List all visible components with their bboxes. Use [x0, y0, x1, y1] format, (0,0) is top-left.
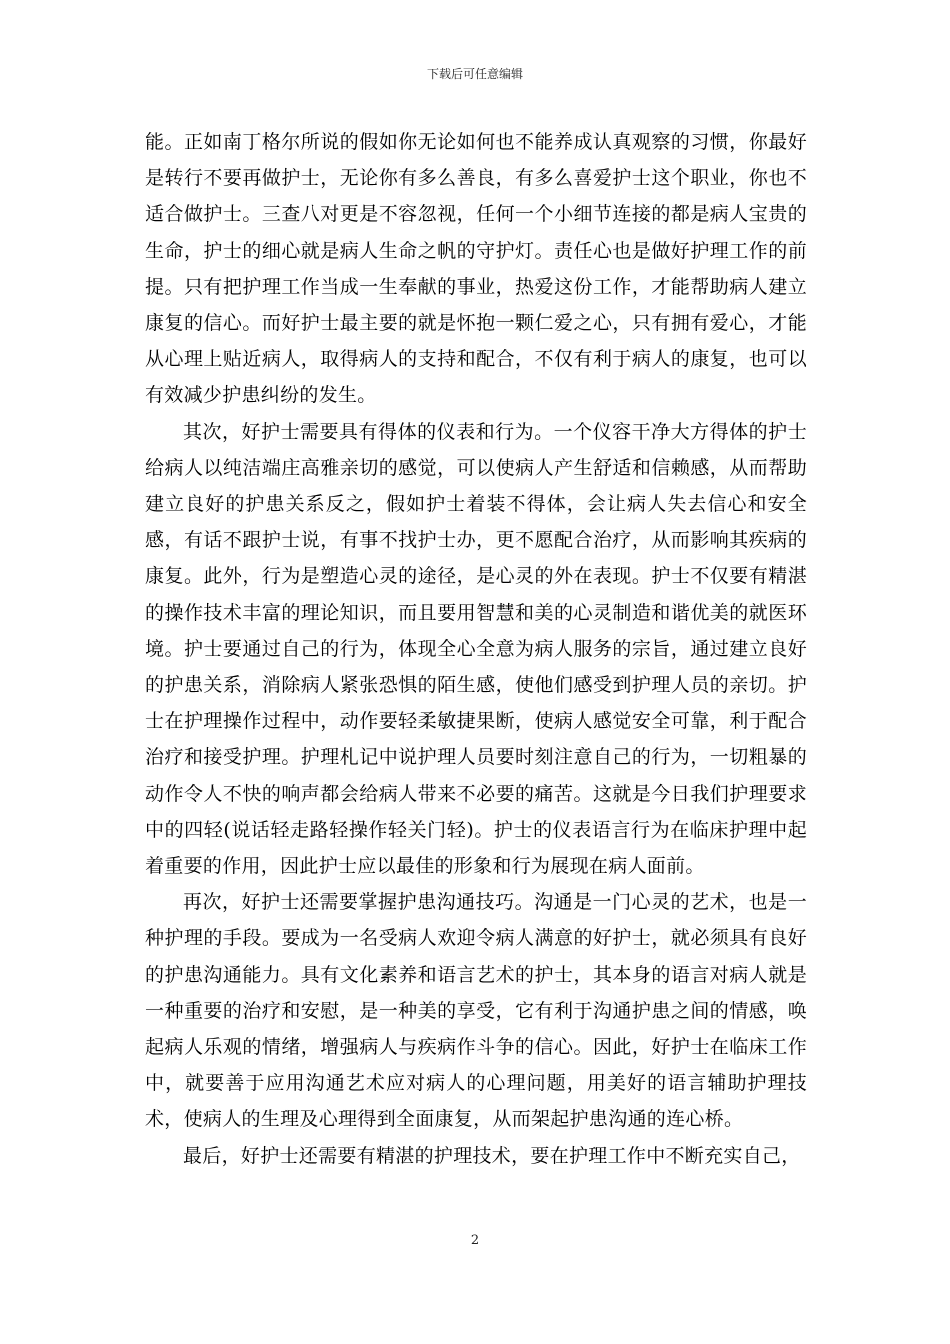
page-number: 2	[470, 1233, 480, 1248]
paragraph-1: 能。正如南丁格尔所说的假如你无论如何也不能养成认真观察的习惯，你最好是转行不要再做护士，无论你有多么善良，有多么喜爱护士这个职业，你也不适合做护士。三查八对更是不容忽视，任何一个小细节连接的都是病人宝贵的生命，护士的细心就是病人生命之帆的守护灯。责任心也是做好护理工作的前提。只有把护理工作当成一生奉献的事业，热爱这份工作，才能帮助病人建立康复的信心。而好护士最主要的就是怀抱一颗仁爱之心，只有拥有爱心，才能从心理上贴近病人，取得病人的支持和配合，不仅有利于病人的康复，也可以有效减少护患纠纷的发生。	[145, 131, 807, 407]
paragraph-3: 再次，好护士还需要掌握护患沟通技巧。沟通是一门心灵的艺术，也是一种护理的手段。要成为一名受病人欢迎令病人满意的好护士，就必须具有良好的护患沟通能力。具有文化素养和语言艺术的护士，其本身的语言对病人就是一种重要的治疗和安慰，是一种美的享受，它有利于沟通护患之间的情感，唤起病人乐观的情绪，增强病人与疾病作斗争的信心。因此，好护士在临床工作中，就要善于应用沟通艺术应对病人的心理问题，用美好的语言辅助护理技术，使病人的生理及心理得到全面康复，从而架起护患沟通的连心桥。	[145, 891, 807, 1131]
paragraph-4: 最后，好护士还需要有精湛的护理技术，要在护理工作中不断充实自己，	[183, 1144, 801, 1167]
paragraph-2: 其次，好护士需要具有得体的仪表和行为。一个仪容干净大方得体的护士给病人以纯洁端庄高雅亲切的感觉，可以使病人产生舒适和信赖感，从而帮助建立良好的护患关系反之，假如护士着装不得体，会让病人失去信心和安全感，有话不跟护士说，有事不找护士办，更不愿配合治疗，从而影响其疾病的康复。此外，行为是塑造心灵的途径，是心灵的外在表现。护士不仅要有精湛的操作技术丰富的理论知识，而且要用智慧和美的心灵制造和谐优美的就医环境。护士要通过自己的行为，体现全心全意为病人服务的宗旨，通过建立良好的护患关系，消除病人紧张恐惧的陌生感，使他们感受到护理人员的亲切。护士在护理操作过程中，动作要轻柔敏捷果断，使病人感觉安全可靠，利于配合治疗和接受护理。护理札记中说护理人员要时刻注意自己的行为，一切粗暴的动作令人不快的响声都会给病人带来不必要的痛苦。这就是今日我们护理要求中的四轻(说话轻走路轻操作轻关门轻)。护士的仪表语言行为在临床护理中起着重要的作用，因此护士应以最佳的形象和行为展现在病人面前。	[145, 420, 807, 878]
page-header: 下载后可任意编辑	[426, 67, 523, 81]
body-text	[145, 124, 807, 1174]
